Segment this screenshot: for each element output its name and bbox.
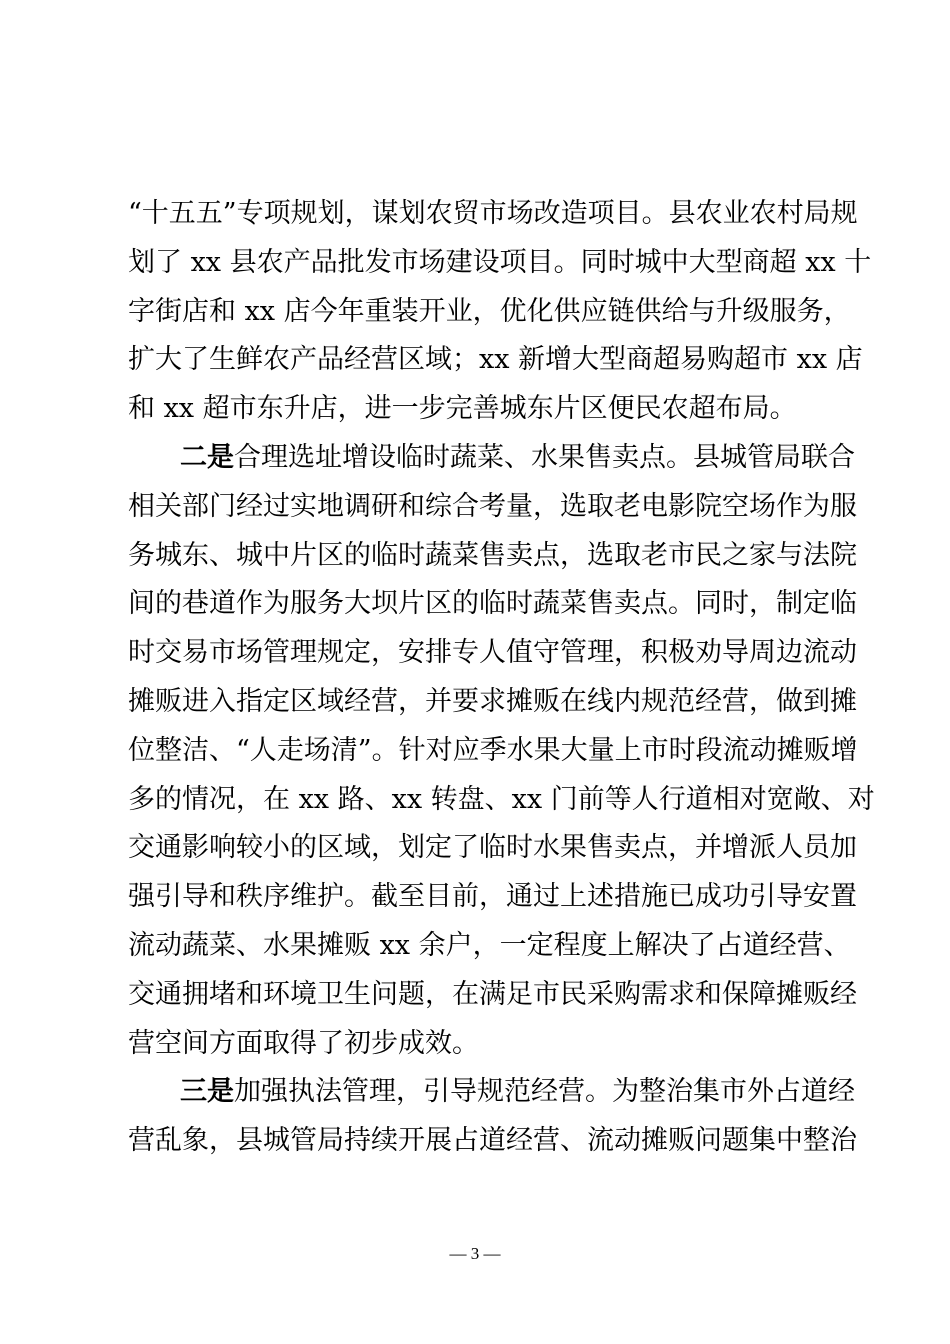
- document-body: [128, 190, 875, 1166]
- paragraph-3: [128, 1068, 857, 1166]
- paragraph-first-line: [128, 434, 855, 483]
- paragraph-first-line-text: 加强执法管理，引导规范经营。为整治集市外占道经: [234, 1076, 855, 1108]
- text-line: 交通影响较小的区域，划定了临时水果售卖点，并增派人员加: [128, 832, 857, 864]
- paragraph-lead: 三是: [180, 1076, 234, 1108]
- text-line: 营乱象，县城管局持续开展占道经营、流动摊贩问题集中整治: [128, 1125, 857, 1157]
- text-line: 时交易市场管理规定，安排专人值守管理，积极劝导周边流动: [128, 637, 857, 669]
- text-line: “十五五”专项规划，谋划农贸市场改造项目。县农业农村局规: [128, 198, 858, 229]
- text-line: 务城东、城中片区的临时蔬菜售卖点，选取老市民之家与法院: [128, 539, 857, 571]
- text-line: 位整洁、“人走场清”。针对应季水果大量上市时段流动摊贩增: [128, 734, 858, 766]
- paragraph-2: [128, 434, 875, 1068]
- page-number: — 3 —: [449, 1244, 501, 1263]
- text-line: 和 xx 超市东升店，进一步完善城东片区便民农超布局。: [128, 393, 797, 425]
- text-line: 摊贩进入指定区域经营，并要求摊贩在线内规范经营，做到摊: [128, 685, 857, 717]
- text-line: 流动蔬菜、水果摊贩 xx 余户，一定程度上解决了占道经营、: [128, 929, 851, 961]
- text-line: 多的情况，在 xx 路、xx 转盘、xx 门前等人行道相对宽敞、对: [128, 783, 875, 815]
- text-line: 划了 xx 县农产品批发市场建设项目。同时城中大型商超 xx 十: [128, 246, 872, 278]
- paragraph-first-line-text: 合理选址增设临时蔬菜、水果售卖点。县城管局联合: [234, 441, 855, 473]
- text-line: 扩大了生鲜农产品经营区域；xx 新增大型商超易购超市 xx 店: [128, 344, 863, 376]
- text-line: 相关部门经过实地调研和综合考量，选取老电影院空场作为服: [128, 490, 857, 522]
- paragraph-1: [128, 190, 872, 434]
- paragraph-lead: 二是: [180, 441, 234, 473]
- text-line: 强引导和秩序维护。截至目前，通过上述措施已成功引导安置: [128, 881, 857, 913]
- paragraph-first-line: [128, 1068, 855, 1117]
- text-line: 字街店和 xx 店今年重装开业，优化供应链供给与升级服务，: [128, 295, 851, 327]
- text-line: 营空间方面取得了初步成效。: [128, 1027, 479, 1059]
- text-line: 间的巷道作为服务大坝片区的临时蔬菜售卖点。同时，制定临: [128, 588, 857, 620]
- text-line: 交通拥堵和环境卫生问题，在满足市民采购需求和保障摊贩经: [128, 978, 857, 1010]
